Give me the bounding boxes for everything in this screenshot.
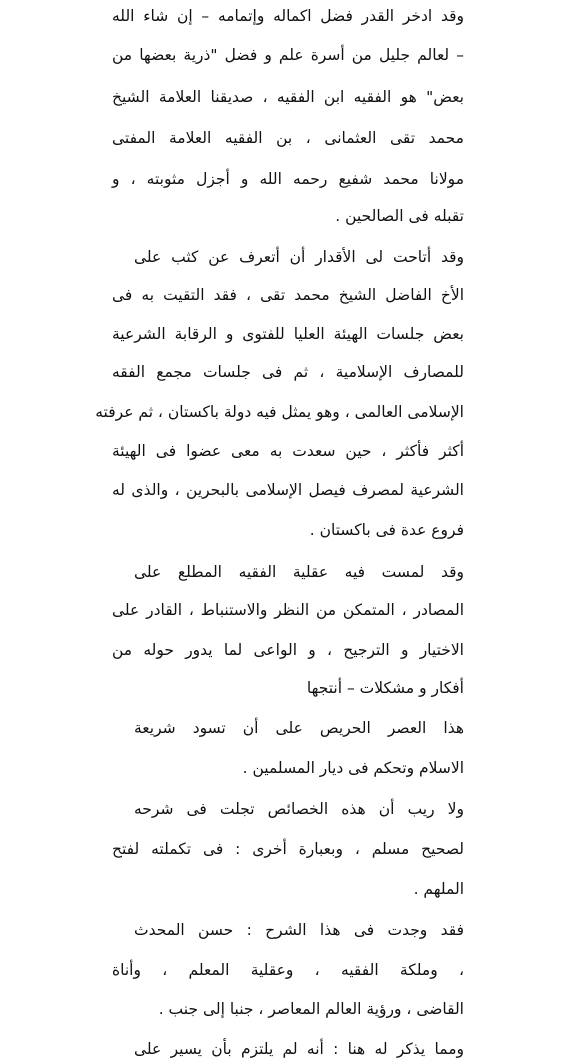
text-line-14: فروع عدة فى باكستان . (309, 521, 464, 539)
text-line-18: أفكار و مشكلات – أنتجها (306, 679, 464, 697)
text-line-5: مولانا محمد شفيع رحمه الله و أجزل مثوبته ، و (112, 170, 464, 188)
text-line-9: بعض جلسات الهيئة العليا للفتوى و الرقابة الشرعية (112, 325, 464, 343)
text-line-25: ، وملكة الفقيه ، وعقلية المعلم ، وأناة (112, 961, 464, 979)
text-line-10: للمصارف الإسلامية ، ثم فى جلسات مجمع الفقه (112, 363, 464, 381)
text-line-27: ومما يذكر له هنا : أنه لم يلتزم بأن يسير على (134, 1040, 464, 1058)
text-line-17: الاختيار و الترجيح ، و الواعى لما يدور حوله من (112, 641, 464, 659)
text-line-6: تقبله فى الصالحين . (335, 207, 464, 225)
text-line-4: محمد تقى العثمانى ، بن الفقيه العلامة المفتى (112, 129, 464, 147)
text-line-20: الاسلام وتحكم فى ديار المسلمين . (242, 759, 464, 777)
text-line-11: الإسلامى العالمى ، وهو يمثل فيه دولة باكستان ، ثم عرفته (95, 403, 464, 421)
text-line-8: الأخ الفاضل الشيخ محمد تقى ، فقد التقيت به فى (112, 286, 464, 304)
text-line-2: – لعالم جليل من أسرة علم و فضل "ذرية بعضها من (112, 46, 464, 64)
text-line-3: بعض" هو الفقيه ابن الفقيه ، صديقنا العلامة الشيخ (112, 88, 464, 106)
text-line-13: الشرعية لمصرف فيصل الإسلامى بالبحرين ، والذى له (112, 481, 464, 499)
text-line-19: هذا العصر الحريص على أن تسود شريعة (134, 719, 464, 737)
text-line-16: المصادر ، المتمكن من النظر والاستنباط ، القادر على (112, 601, 464, 619)
text-line-24: فقد وجدت فى هذا الشرح : حسن المحدث (134, 921, 464, 939)
text-line-23: الملهم . (413, 880, 464, 898)
text-line-26: القاضى ، ورؤية العالم المعاصر ، جنبا إلى جنب . (158, 1000, 464, 1018)
text-line-1: وقد ادخر القدر فضل اكماله وإتمامه – إن شاء الله (112, 7, 464, 25)
text-line-12: أكثر فأكثر ، حين سعدت به معى عضوا فى الهيئة (112, 442, 464, 460)
text-line-22: لصحيح مسلم ، وبعبارة أخرى : فى تكملته لفتح (112, 840, 464, 858)
text-line-7: وقد أتاحت لى الأقدار أن أتعرف عن كثب على (134, 248, 464, 266)
text-line-21: ولا ريب أن هذه الخصائص تجلت فى شرحه (134, 800, 464, 818)
text-line-15: وقد لمست فيه عقلية الفقيه المطلع على (134, 563, 464, 581)
